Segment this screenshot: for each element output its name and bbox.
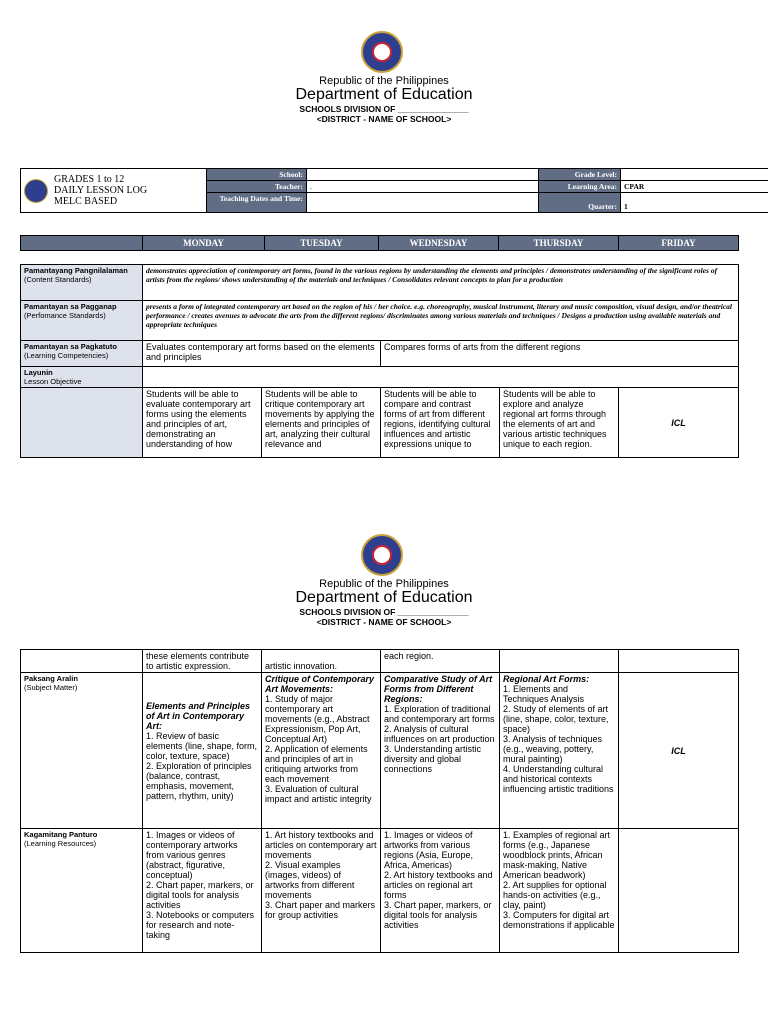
republic-text: Republic of the Philippines [319,75,449,87]
deped-seal-icon-2 [361,534,403,576]
objective-label: Layunin Lesson Objective [21,367,143,388]
resources-thursday: 1. Examples of regional art forms (e.g., Japanese woodblock prints, African mask-making, Native American beadwork) 2. Art supplies for optional hands-on activities (e.g., clay, paint) 3. Computers for digital art demonstrations if applicable [500,829,619,953]
resources-tuesday: 1. Art history textbooks and articles on contemporary art movements 2. Visual examples (images, videos) of artworks from different movements 3. Chart paper and markers for group activities [262,829,381,953]
day-tuesday: TUESDAY [265,236,379,251]
learning-area-label: Learning Area: [539,181,621,193]
competencies-label: Pamantayan sa Pagkatuto (Learning Competencies) [21,341,143,367]
school-value [307,169,539,181]
resources-friday [619,829,739,953]
competency-b: Compares forms of arts from the different regions [381,341,739,367]
day-header-blank [21,236,143,251]
lesson-table-page2 [20,649,739,953]
learning-area-value: CPAR [621,181,768,193]
objective-monday: Students will be able to evaluate contemporary art forms using the elements and principles of art, demonstrating an understanding of how [143,388,262,458]
resources-wednesday: 1. Images or videos of artworks from various regions (Asia, Europe, Africa, Americas) 2. Art history textbooks and articles on regional art forms 3. Chart paper, markers, or digital tools for analysis activities [381,829,500,953]
subject-monday: Elements and Principles of Art in Contemporary Art: 1. Review of basic elements (line, shape, form, color, texture, space) 2. Exploration of principles (balance, contrast, emphasis, movement, pattern, rhythm, unity) [143,673,262,829]
deped-logo-icon [24,179,48,203]
continuation-wednesday: each region. [381,650,500,673]
subject-wednesday: Comparative Study of Art Forms from Different Regions: 1. Exploration of traditional and contemporary art forms 2. Analysis of cultural influences on art production 3. Understanding artistic diversity and global connections [381,673,500,829]
department-title-2: Department of Education [295,589,473,606]
division-text: SCHOOLS DIVISION OF _______________ [299,104,469,114]
republic-text-2: Republic of the Philippines [319,578,449,590]
day-header-table [20,235,739,251]
resources-monday: 1. Images or videos of contemporary artworks from various genres (abstract, figurative, conceptual) 2. Chart paper, markers, or digital tools for analysis activities 3. Notebooks or computers for research and note-taking [143,829,262,953]
title-line-3: MELC BASED [54,196,118,207]
continuation-thursday [500,650,619,673]
district-text: <DISTRICT - NAME OF SCHOOL> [316,114,452,124]
objective-thursday: Students will be able to explore and analyze regional art forms through the elements of art and various artistic techniques unique to each region. [500,388,619,458]
subject-matter-label: Paksang Aralin (Subject Matter) [21,673,143,829]
objective-blank [143,367,739,388]
competency-a: Evaluates contemporary art forms based on the elements and principles [143,341,381,367]
performance-standards-text: presents a form of integrated contemporary art based on the region of his / her choice. e.g. choreography, musical instrument, literary and music composition, visual design, and/or theatrical performance / creates avenues to advocate the arts from the different regions/ discriminates among various materials and techniques / Designs a production using available materials and appropriate techniques [143,301,739,341]
title-line-2: DAILY LESSON LOG [54,185,148,196]
day-thursday: THURSDAY [499,236,619,251]
learning-resources-label: Kagamitang Panturo (Learning Resources) [21,829,143,953]
objective-row-label [21,388,143,458]
division-text-2: SCHOOLS DIVISION OF _______________ [299,607,469,617]
performance-standards-label: Pamantayan sa Pagganap (Perfomance Standards) [21,301,143,341]
dll-title-cell [21,169,207,213]
content-standards-text: demonstrates appreciation of contemporary art forms, found in the various regions by understanding the elements and principles / demonstrates understanding of the significant roles of artists from the regions/ shows understanding of the materials and techniques / Consolidates relevant concepts to plan for a production [143,265,739,301]
day-wednesday: WEDNESDAY [379,236,499,251]
continuation-label [21,650,143,673]
teacher-value: . [307,181,539,193]
lesson-table-page1 [20,264,739,458]
quarter-value: 1 [621,193,768,213]
quarter-label: Quarter: [539,193,621,213]
continuation-tuesday: artistic innovation. [262,650,381,673]
district-text-2: <DISTRICT - NAME OF SCHOOL> [316,617,452,627]
objective-tuesday: Students will be able to critique contemporary art movements by applying the elements and principles of art, analyzing their cultural relevance and [262,388,381,458]
day-friday: FRIDAY [619,236,739,251]
school-label: School: [207,169,307,181]
dates-label: Teaching Dates and Time: [207,193,307,213]
info-table [20,168,768,213]
deped-seal-icon [361,31,403,73]
dates-value [307,193,539,213]
teacher-label: Teacher: [207,181,307,193]
title-line-1: GRADES 1 to 12 [54,174,125,185]
subject-friday-icl: ICL [619,673,739,829]
objective-wednesday: Students will be able to compare and contrast forms of art from different regions, identifying cultural influences and artistic expressions unique to [381,388,500,458]
continuation-monday: these elements contribute to artistic expression. [143,650,262,673]
subject-tuesday: Critique of Contemporary Art Movements: 1. Study of major contemporary art movements (e.g., Abstract Expressionism, Pop Art, Conceptual Art) 2. Application of elements and principles of art in critiquing artworks from each movement 3. Evaluation of cultural impact and artistic integrity [262,673,381,829]
subject-thursday: Regional Art Forms: 1. Elements and Techniques Analysis 2. Study of elements of art (line, shape, color, texture, space) 3. Analysis of techniques (e.g., weaving, pottery, mural painting) 4. Understanding cultural and historical contexts influencing artistic traditions [500,673,619,829]
content-standards-label: Pamantayang Pangnilalaman (Content Standards) [21,265,143,301]
continuation-friday [619,650,739,673]
day-monday: MONDAY [143,236,265,251]
objective-friday-icl: ICL [619,388,739,458]
department-title: Department of Education [295,86,473,103]
grade-level-label: Grade Level: [539,169,621,181]
grade-level-value [621,169,768,181]
